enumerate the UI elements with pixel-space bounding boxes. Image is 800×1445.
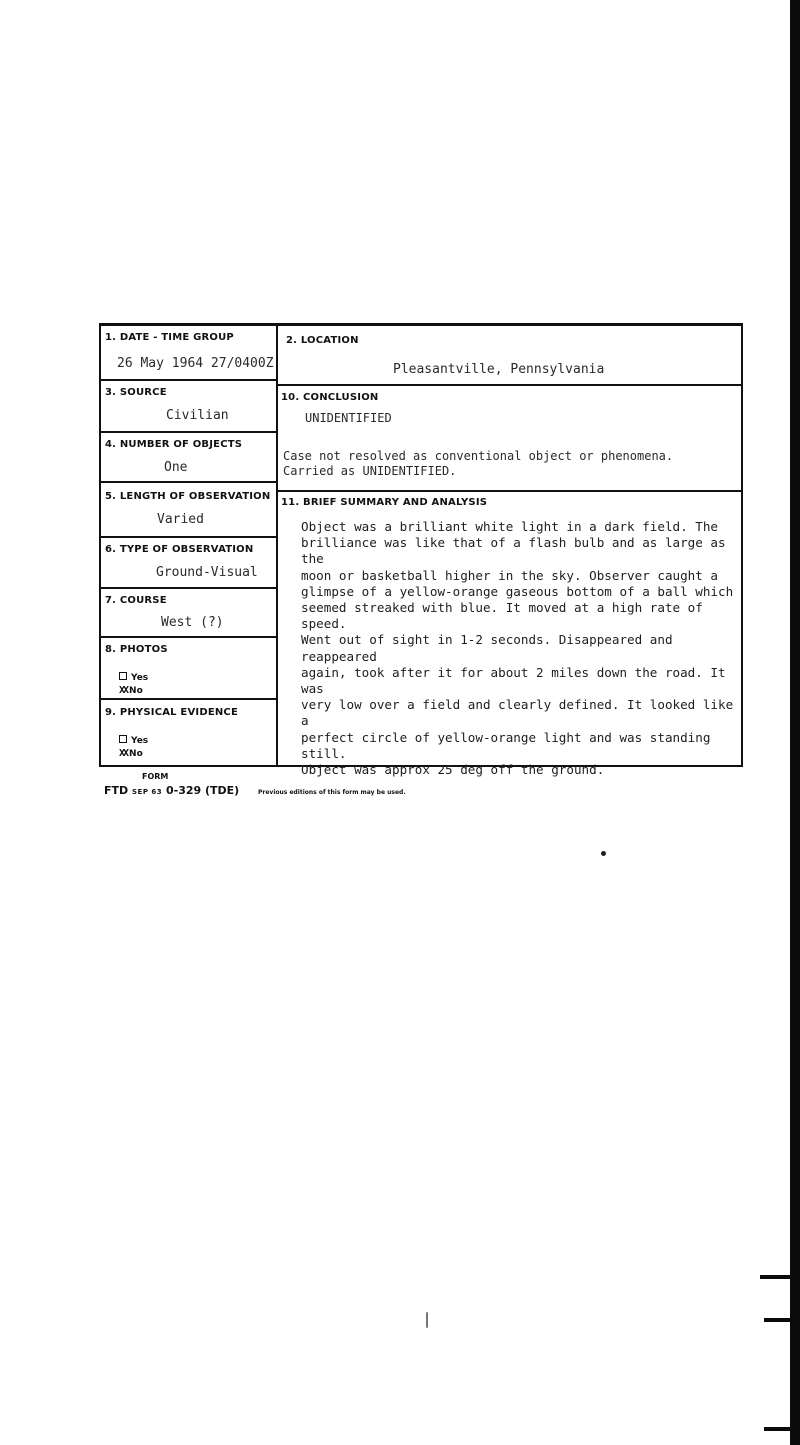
physical-evidence-no-option <box>119 748 143 759</box>
type-of-observation-value: Ground-Visual <box>156 565 258 580</box>
photos-no-label: No <box>129 686 143 696</box>
form-identifier <box>104 784 239 797</box>
course-value: West (?) <box>161 615 224 630</box>
footer-date-code: SEP 63 <box>132 788 163 796</box>
scan-right-edge <box>790 0 800 1445</box>
length-of-observation-cell <box>101 483 277 538</box>
length-of-observation-label: 5. LENGTH OF OBSERVATION <box>105 491 271 502</box>
checkbox-icon <box>119 672 127 680</box>
scan-speck <box>426 1312 428 1328</box>
physical-evidence-cell <box>101 700 277 766</box>
location-value: Pleasantville, Pennsylvania <box>393 362 605 377</box>
right-column <box>278 326 741 778</box>
conclusion-note: Case not resolved as conventional object or phenomena. Carried as UNIDENTIFIED. <box>283 449 674 478</box>
scan-speck <box>601 851 606 856</box>
conclusion-value: UNIDENTIFIED <box>305 411 392 425</box>
physical-evidence-label: 9. PHYSICAL EVIDENCE <box>105 707 238 718</box>
conclusion-label: 10. CONCLUSION <box>281 392 379 403</box>
photos-yes-label: Yes <box>131 673 149 683</box>
photos-label: 8. PHOTOS <box>105 644 168 655</box>
physical-evidence-no-label: No <box>129 749 143 759</box>
scan-edge-mark <box>760 1275 792 1279</box>
date-time-group-label: 1. DATE - TIME GROUP <box>105 332 234 343</box>
number-of-objects-value: One <box>164 460 188 475</box>
source-label: 3. SOURCE <box>105 387 167 398</box>
summary-text: Object was a brilliant white light in a dark field. The brilliance was like that of a flash bulb and as large as the moon or basketball higher in the sky. Observer caught a glimpse of a yellow-orange gaseous bottom of a ball which seemed streaked with blue. It moved at a high rate of speed. Went out of sight in 1-2 seconds. Disappeared and reappeared again, took after it for about 2 miles down the road. It was very low over a field and clearly defined. It looked like a perfect circle of yellow-orange light and was standing still. Object was approx 25 deg off the ground. <box>301 519 734 778</box>
course-cell <box>101 589 277 638</box>
date-time-group-value: 26 May 1964 27/0400Z <box>117 356 274 371</box>
previous-editions-note: Previous editions of this form may be used. <box>258 789 406 796</box>
conclusion-cell <box>278 386 741 492</box>
physical-evidence-yes-label: Yes <box>131 736 149 746</box>
summary-label: 11. BRIEF SUMMARY AND ANALYSIS <box>281 497 488 508</box>
number-of-objects-cell <box>101 433 277 483</box>
footer-ftd: FTD <box>104 784 129 797</box>
type-of-observation-label: 6. TYPE OF OBSERVATION <box>105 544 254 555</box>
checked-x-mark-icon: XX <box>119 748 128 759</box>
source-cell <box>101 381 277 433</box>
scan-edge-mark <box>764 1318 792 1322</box>
physical-evidence-yes-option <box>119 735 148 746</box>
location-cell <box>278 326 741 386</box>
location-label: 2. LOCATION <box>286 335 359 346</box>
photos-no-option <box>119 685 143 696</box>
footer-form-number: 0-329 (TDE) <box>165 784 240 797</box>
date-time-group-cell <box>101 326 277 381</box>
checked-x-mark-icon: XX <box>119 685 128 696</box>
number-of-objects-label: 4. NUMBER OF OBJECTS <box>105 439 243 450</box>
source-value: Civilian <box>166 408 229 423</box>
photos-cell <box>101 638 277 700</box>
course-label: 7. COURSE <box>105 595 167 606</box>
footer-form-word: FORM <box>142 772 169 781</box>
photos-yes-option <box>119 672 148 683</box>
length-of-observation-value: Varied <box>157 512 204 527</box>
scan-edge-mark <box>764 1427 792 1431</box>
checkbox-icon <box>119 735 127 743</box>
left-column <box>101 326 277 765</box>
type-of-observation-cell <box>101 538 277 589</box>
summary-cell <box>278 492 741 778</box>
